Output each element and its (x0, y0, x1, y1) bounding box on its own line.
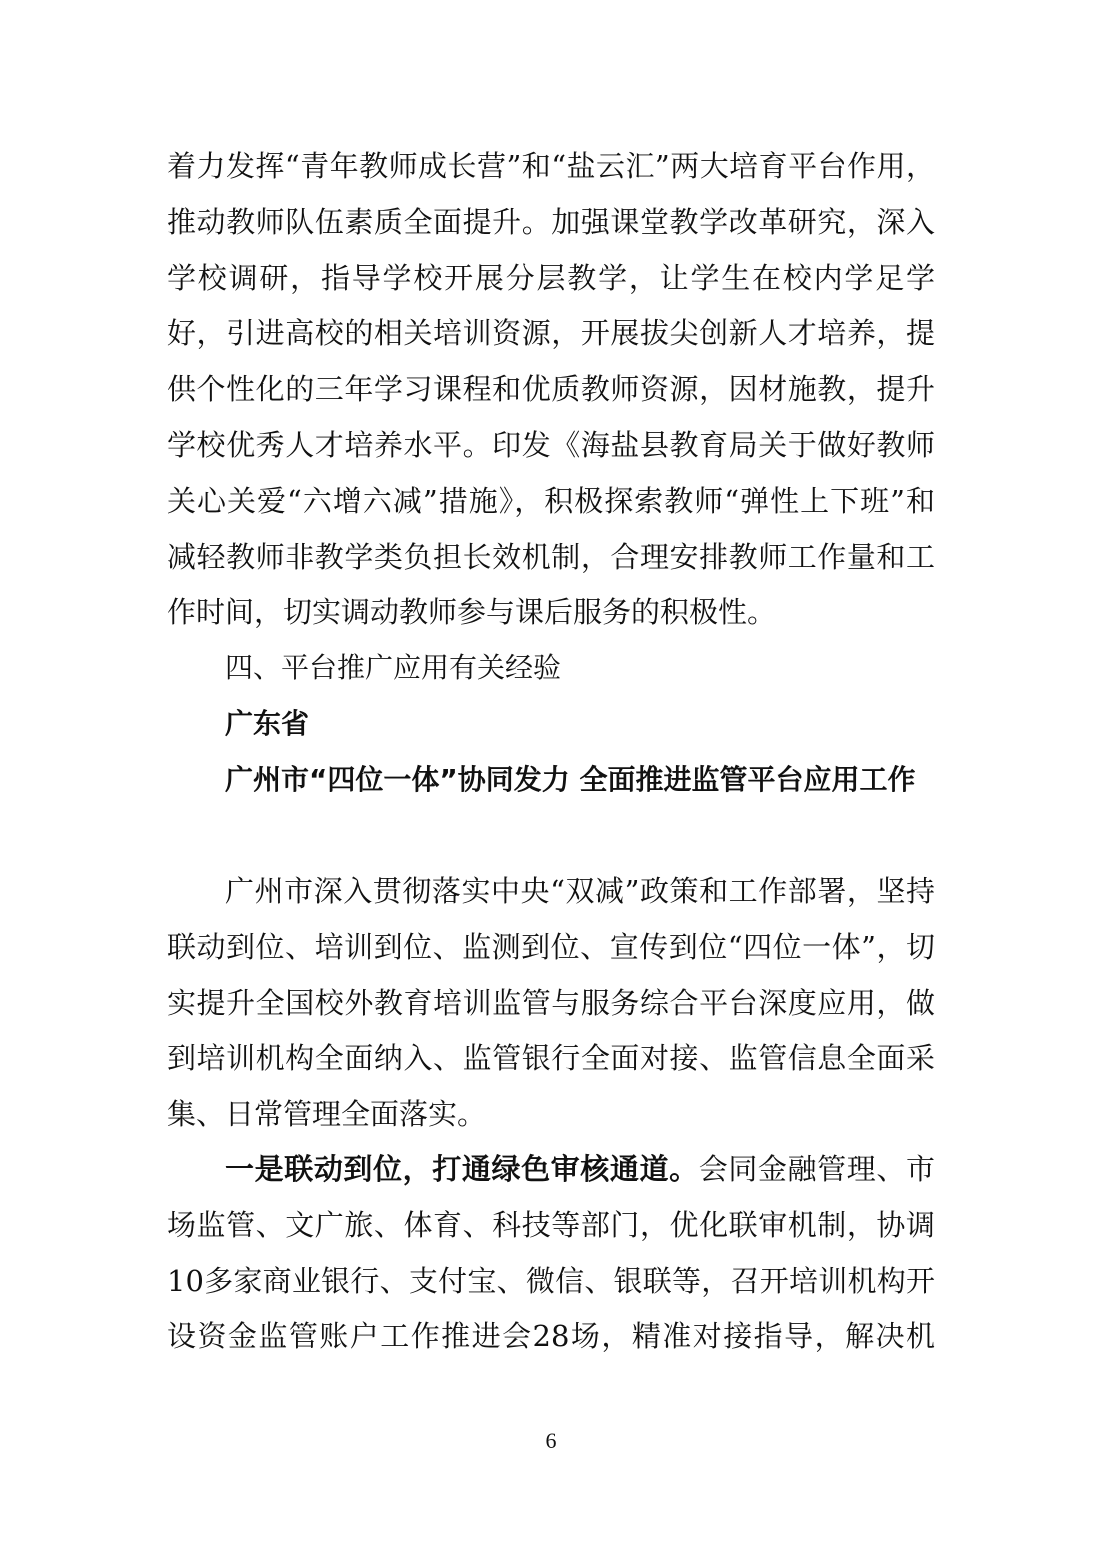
article-title: 广州市“四位一体”协同发力 全面推进监管平台应用工作 (225, 763, 916, 796)
point-one-body: 会同金融管理、市场监管、文广旅、体育、科技等部门，优化联审机制，协调10多家商业银行、支付宝、微信、银联等，召开培训机构开设资金监管账户工作推进会28场，精准对接指导，解决机 (167, 1152, 935, 1354)
page-number: 6 (545, 1428, 557, 1453)
paragraph-intro: 广州市深入贯彻落实中央“双减”政策和工作部署，坚持联动到位、培训到位、监测到位、宣传到位“四位一体”，切实提升全国校外教育培训监管与服务综合平台深度应用，做到培训机构全面纳入、监管银行全面对接、监管信息全面采集、日常管理全面落实。 (167, 874, 935, 1132)
paragraph-continued: 着力发挥“青年教师成长营”和“盐云汇”两大培育平台作用，推动教师队伍素质全面提升。加强课堂教学改革研究，深入学校调研，指导学校开展分层教学，让学生在校内学足学好，引进高校的相关培训资源，开展拔尖创新人才培养，提供个性化的三年学习课程和优质教师资源，因材施教，提升学校优秀人才培养水平。印发《海盐县教育局关于做好教师关心关爱“六增六减”措施》，积极探索教师“弹性上下班”和减轻教师非教学类负担长效机制，合理安排教师工作量和工作时间，切实调动教师参与课后服务的积极性。 (167, 149, 935, 630)
section-heading: 四、平台推广应用有关经验 (225, 651, 562, 684)
point-one-lead: 一是联动到位，打通绿色审核通道。 (225, 1152, 699, 1186)
paragraph-point-one (167, 1142, 935, 1365)
province-heading: 广东省 (225, 707, 310, 740)
